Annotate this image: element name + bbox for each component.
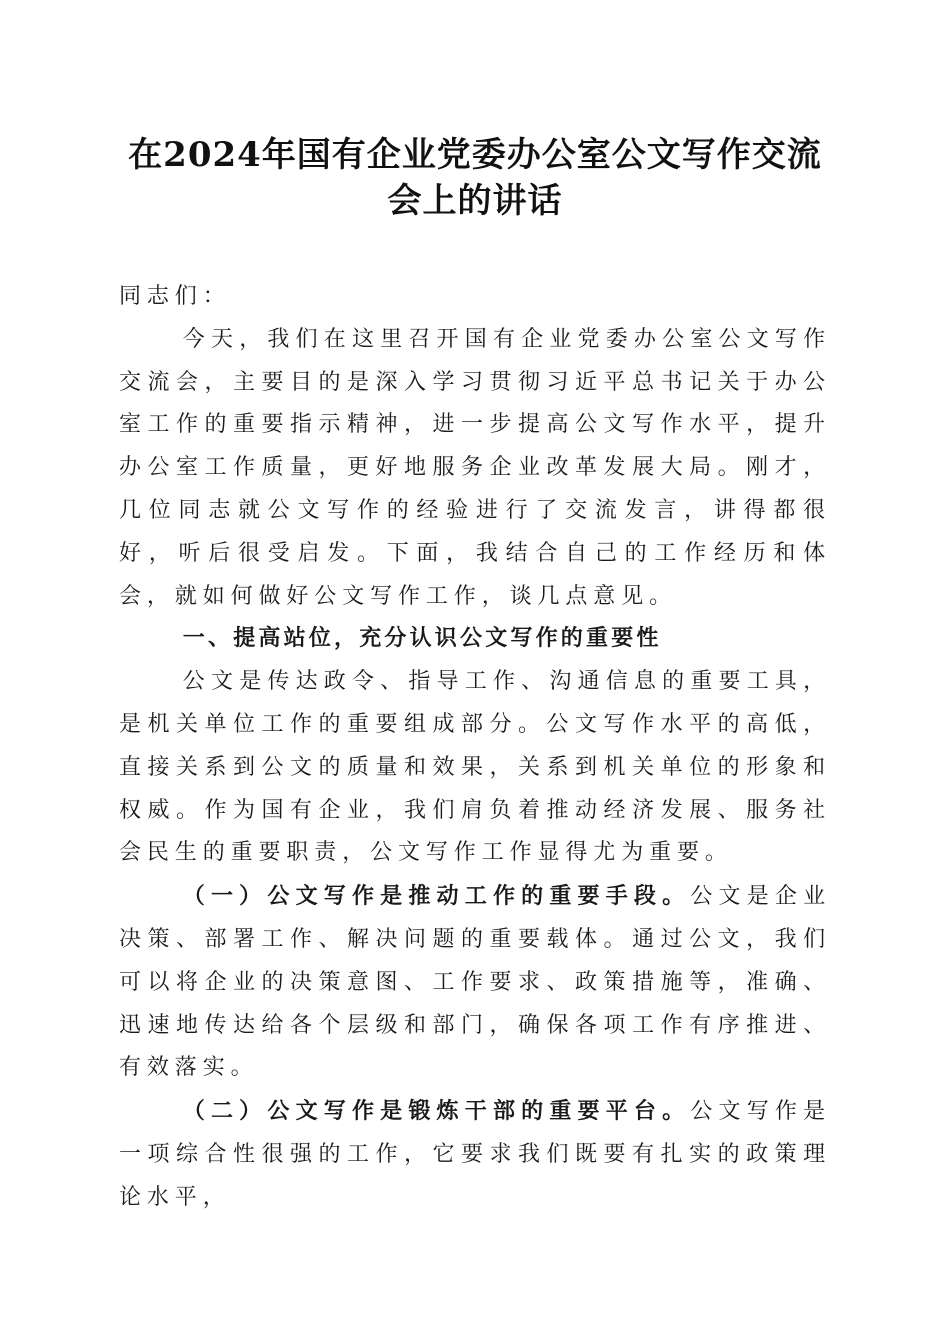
- section-1-paragraph: 公文是传达政令、指导工作、沟通信息的重要工具，是机关单位工作的重要组成部分。公文写作水平的高低，直接关系到公文的质量和效果，关系到机关单位的形象和权威。作为国有企业，我们肩负着推动经济发展、服务社会民生的重要职责，公文写作工作显得尤为重要。: [119, 669, 831, 866]
- title-line-2: 会上的讲话: [387, 181, 563, 221]
- point-1-lead: （一）公文写作是推动工作的重要手段。: [182, 883, 691, 910]
- intro-paragraph: 今天，我们在这里召开国有企业党委办公室公文写作交流会，主要目的是深入学习贯彻习近平总书记关于办公室工作的重要指示精神，进一步提高公文写作水平，提升办公室工作质量，更好地服务企业改革发展大局。刚才，几位同志就公文写作的经验进行了交流发言，讲得都很好，听后很受启发。下面，我结合自己的工作经历和体会，就如何做好公文写作工作，谈几点意见。: [119, 326, 831, 609]
- document-title: [110, 132, 840, 224]
- point-1-paragraph: [119, 875, 831, 1090]
- point-2-paragraph: [119, 1090, 831, 1219]
- greeting: 同志们：: [119, 284, 231, 309]
- point-1-text: 公文是企业决策、部署工作、解决问题的重要载体。通过公文，我们可以将企业的决策意图、工作要求、政策措施等，准确、迅速地传达给各个层级和部门，确保各项工作有序推进、有效落实。: [119, 884, 831, 1081]
- section-1-heading: 一、提高站位，充分认识公文写作的重要性: [182, 626, 662, 652]
- title-line-1: 在2024年国有企业党委办公室公文写作交流: [128, 135, 822, 175]
- document-body: [119, 276, 831, 1220]
- point-2-lead: （二）公文写作是锻炼干部的重要平台。: [182, 1098, 691, 1125]
- point-2-text: 公文写作是一项综合性很强的工作，它要求我们既要有扎实的政策理论水平，: [119, 1099, 831, 1210]
